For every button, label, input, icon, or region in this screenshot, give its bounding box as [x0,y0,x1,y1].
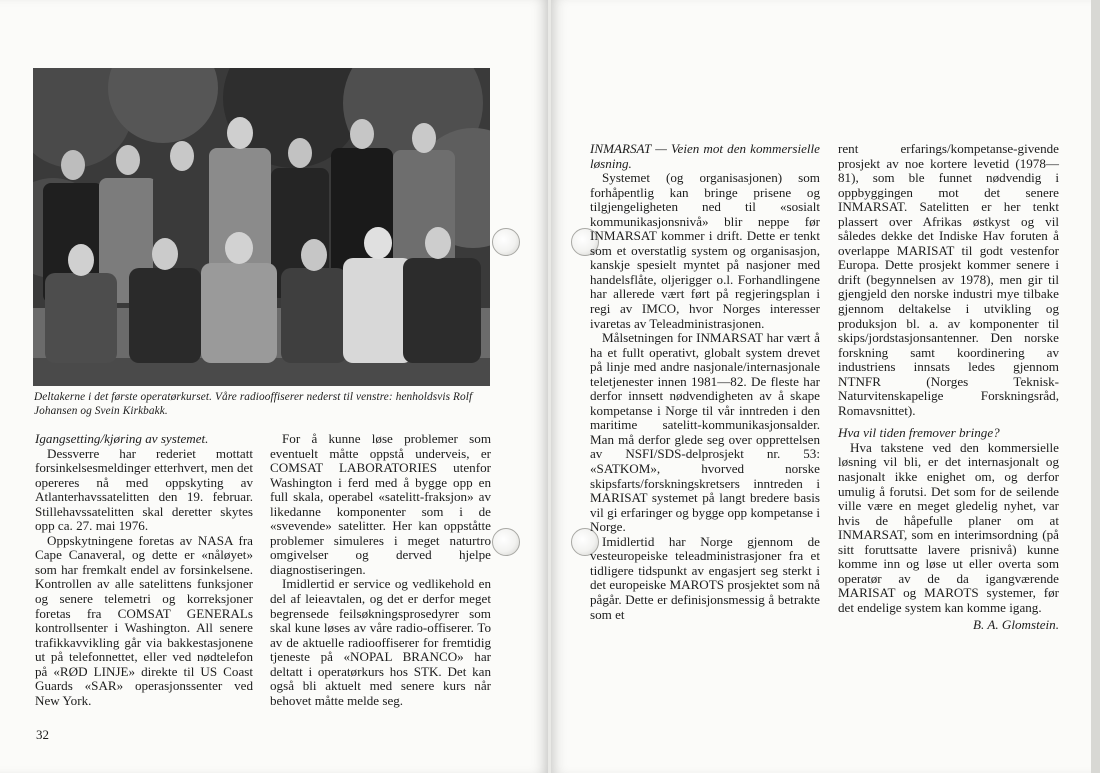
paragraph: Målsetningen for INMARSAT har vært å ha et fullt operativt, globalt system drevet på linje med andre nasjonale/internasjonale teletjenester innen 1981—82. De fleste har derfor innsett nødvendigheten av å skape kompetanse i Norge til vår inntreden i den maritime satelitt-kommunikasjonsalder. Man må derfor glede seg over opprettelsen av NSFI/SDS-delprosjekt nr. 53: «SATKOM», hvorved norske skipsfarts/forskningskretsers inntreden i MARISAT systemet på langt bredere basis vil gi erfaringer og bygge opp kompetanse i Norge. [590,330,820,535]
paragraph: Imidlertid har Norge gjennom de vesteuropeiske teleadministrasjoner fra et tidligere tidspunkt av engasjert seg sterkt i det europeiske MAROTS prosjektet som nå pågår. Dette er definisjonsmessig å betrakte som et [590,533,820,622]
left-page [0,0,548,773]
author-signature: B. A. Glomstein. [973,616,1059,632]
right-column-2 [838,142,1059,632]
paragraph: For å kunne løse problemer som eventuelt måtte oppstå underveis, er COMSAT LABORATORIES utenfor Washington i ferd med å bygge opp en full skala, operabel «satelitt-fraksjon» av likedanne komponenter som i de «svevende» satelitter. Her kan oppståtte problemer simuleres i meget naturtro omgivelser og derved hjelpe diagnostiseringen. [270,431,491,577]
paragraph: rent erfarings/kompetanse-givende prosjekt av noe kortere levetid (1978—81), som ble funnet nødvendig i oppbyggingen mot det senere INMARSAT. Satelitten er her tenkt plassert over Afrikas østkyst og vil således dekke det Indiske Hav foruten å overlappe MARISAT til godt vestenfor Europa. Dette prosjekt kommer senere i drift (begynnelsen av 1978), men gir til gjengjeld den norske industri mye tilbake gjennom deltakelse i utvikling og produksjon bl. a. av komponenter til skips/jordstasjonsantenner. Den norske forskning samt koordinering av industriens innsats ledes gjennom NTNFR (Norges Teknisk-Naturvitenskapelige Forskningsråd, Romavsnittet). [838,141,1059,418]
left-column-2 [270,432,491,708]
paragraph: Hva takstene ved den kommersielle løsning vil bli, er det internasjonalt og nasjonalt ikke enighet om, og derfor umulig å forutsi. Det som for de seilende ville være en meget gledelig nyhet, var hvis de håpefulle planer om at INMARSAT, som en interimsordning (på sitt foruttsatte lavere prisnivå) kunne komme inn og løse ut eller overta som operatør av de da igangværende MARISAT og MAROTS systemer, før det endelige system kan komme igang. [838,439,1059,615]
page-edge [1091,0,1100,773]
paragraph: Imidlertid er service og vedlikehold en del af leieavtalen, og det er derfor meget begrensede feilsøkningsprosedyrer som skal kune løses av våre radio-offiserer. To av de aktuelle radiooffiserer for fremtidig tjeneste på «NOPAL BRANCO» har deltatt i operatørkurs hos STK. Det kan også bli aktuelt med senere kurs når behovet måtte melde seg. [270,576,491,708]
paragraph: Systemet (og organisasjonen) som forhåpentlig kan bringe prisene og tilgjengeligheten ned til «sosialt kommunikasjonsnivå» blir neppe før INMARSAT kommer i drift. Dette er tenkt som et overstatlig system og organisasjon, kanskje spesielt myntet på nasjoner med handelsflåte, oljerigger o.l. Forhandlingene har allerede vært ført på regjeringsplan i regi av IMCO, hvor Norges interesser ivaretas av Teleadministrasjonen. [590,170,820,331]
section-heading-igangsetting: Igangsetting/kjøring av systemet. [35,431,209,446]
photo-caption: Deltakerne i det første operatørkurset. Våre radiooffiserer nederst til venstre: henholdsvis Rolf Johansen og Svein Kirkbakk. [34,391,473,417]
binding-hole [492,228,520,256]
section-heading-fremover: Hva vil tiden fremover bringe? [838,425,1000,441]
section-heading-inmarsat: INMARSAT — Veien mot den kommersielle løsning. [590,141,820,171]
group-photo [33,68,490,386]
paragraph: Oppskytningene foretas av NASA fra Cape Canaveral, og dette er «nåløyet» som har fremkalt endel av forsinkelsene. Kontrollen av alle satelittens funksjoner og senere telemetri og korreksjoner foretas fra COMSAT GENERALs kontrollsenter i Washington. All senere trafikkavvikling går via bakkestasjonene ut på telefonnettet, eller ved nødtelefon på «RØD LINJE» direkte til US Coast Guards «SAR» operasjonssenter ved New York. [35,532,253,708]
right-column-1 [590,142,820,622]
left-column-1 [35,432,253,708]
paragraph: Dessverre har rederiet mottatt forsinkelsesmeldinger etterhvert, men det opereres nå med oppskyting av Atlanterhavssatelitten den 19. februar. Stillehavssatelitten skal deretter skytes opp ca. 27. mai 1976. [35,445,253,534]
page-number: 32 [36,727,49,742]
group-photo-illustration [33,68,490,386]
binding-hole [492,528,520,556]
